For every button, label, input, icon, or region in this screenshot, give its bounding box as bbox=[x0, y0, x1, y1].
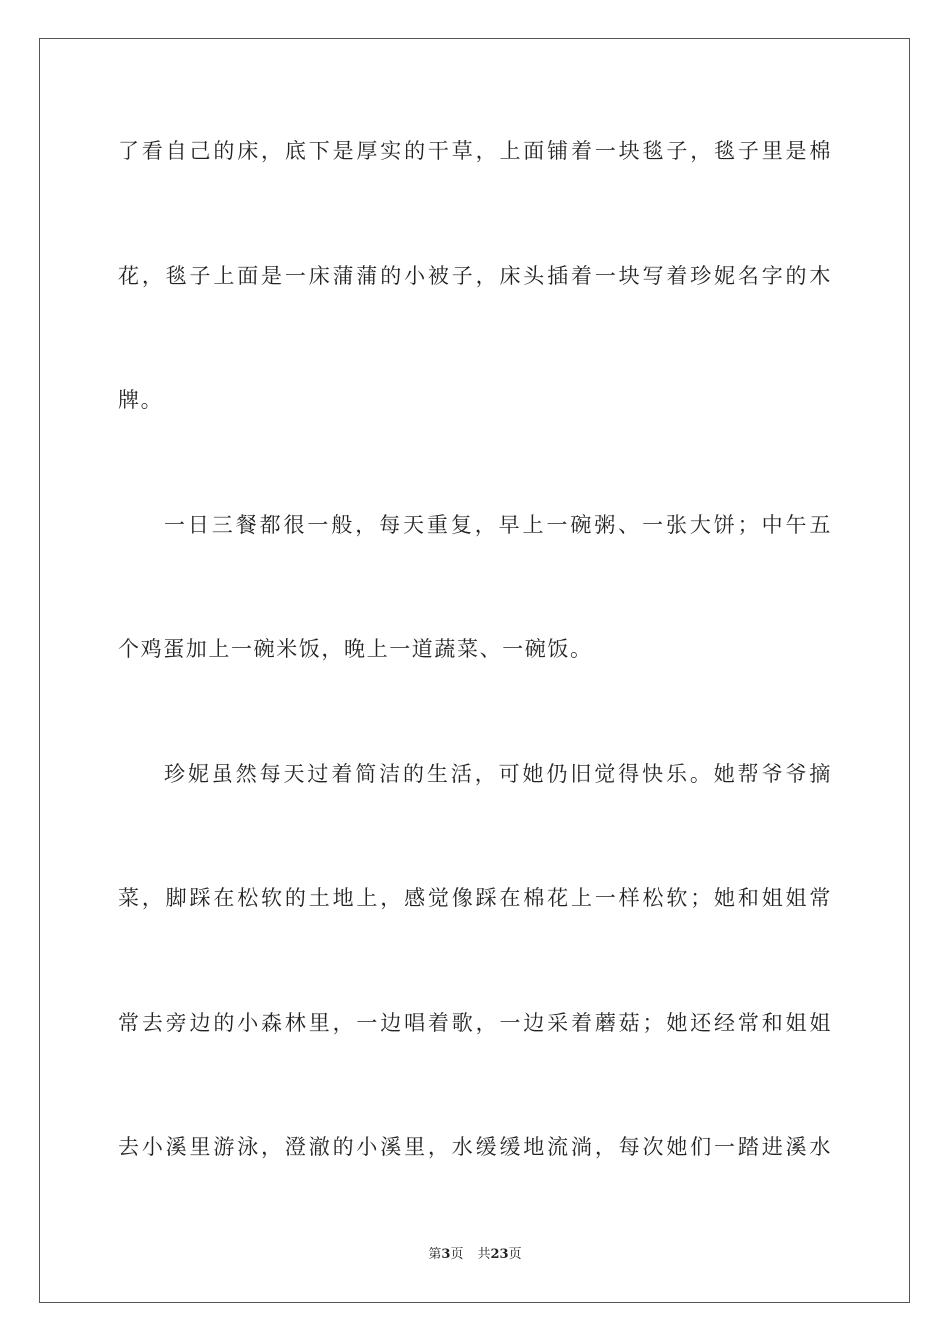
text-line-6: 珍妮虽然每天过着简洁的生活，可她仍旧觉得快乐。她帮爷爷摘 bbox=[164, 762, 832, 786]
total-suffix: 页 bbox=[508, 1247, 522, 1262]
total-prefix: 共 bbox=[477, 1247, 491, 1262]
page-suffix: 页 bbox=[450, 1247, 464, 1262]
text-line-3: 牌。 bbox=[118, 388, 164, 412]
page-total: 23 bbox=[490, 1247, 509, 1262]
text-line-2: 花，毯子上面是一床蒲蒲的小被子，床头插着一块写着珍妮名字的木 bbox=[118, 264, 832, 288]
page-current: 3 bbox=[441, 1247, 451, 1262]
page-border bbox=[39, 38, 910, 1303]
text-line-8: 常去旁边的小森林里，一边唱着歌，一边采着蘑菇；她还经常和姐姐 bbox=[118, 1011, 832, 1035]
page-footer bbox=[0, 1246, 950, 1264]
text-line-5: 个鸡蛋加上一碗米饭，晚上一道蔬菜、一碗饭。 bbox=[118, 637, 593, 661]
text-line-7: 菜，脚踩在松软的土地上，感觉像踩在棉花上一样松软；她和姐姐常 bbox=[118, 886, 832, 910]
text-line-4: 一日三餐都很一般，每天重复，早上一碗粥、一张大饼；中午五 bbox=[164, 513, 832, 537]
text-line-9: 去小溪里游泳，澄澈的小溪里，水缓缓地流淌，每次她们一踏进溪水 bbox=[118, 1135, 832, 1159]
text-line-1: 了看自己的床，底下是厚实的干草，上面铺着一块毯子，毯子里是棉 bbox=[118, 139, 832, 163]
page-prefix: 第 bbox=[428, 1247, 442, 1262]
